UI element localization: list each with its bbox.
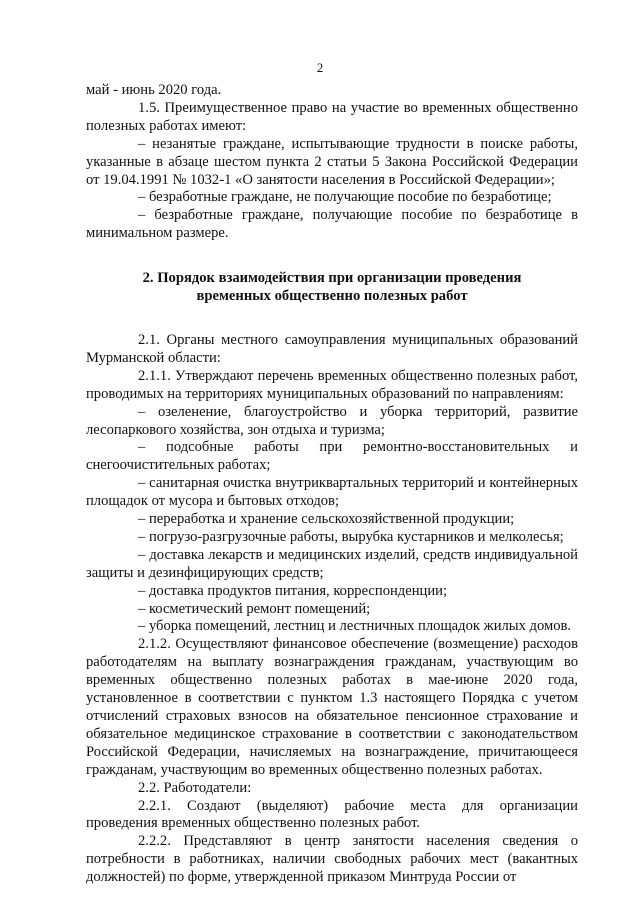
paragraph: 2.1.1. Утверждают перечень временных общественно полезных работ, проводимых на территориях муниципальных образований по направлениям: <box>86 367 578 402</box>
list-item: – озеленение, благоустройство и уборка территорий, развитие лесопаркового хозяйства, зон отдыха и туризма; <box>86 403 578 438</box>
list-item: – доставка продуктов питания, корреспонденции; <box>138 582 448 599</box>
list-item: – доставка лекарств и медицинских изделий, средств индивидуальной защиты и дезинфицирующих средств; <box>86 546 578 581</box>
list-item: – санитарная очистка внутриквартальных территорий и контейнерных площадок от мусора и бытовых отходов; <box>86 475 578 510</box>
paragraph: 2.1. Органы местного самоуправления муниципальных образований Мурманской области: <box>86 331 578 366</box>
document-body <box>86 82 578 887</box>
section-heading: 2. Порядок взаимодействия при организации проведения временных общественно полезных работ <box>142 270 522 305</box>
paragraph: 2.2. Работодатели: <box>138 779 252 796</box>
list-item: – переработка и хранение сельскохозяйственной продукции; <box>138 511 515 528</box>
paragraph: 2.1.2. Осуществляют финансовое обеспечение (возмещение) расходов работодателям на выплату вознаграждения гражданам, участвующим во временных общественно полезных работах в мае-июне 2020 года, установленное в соответствии с пунктом 1.3 настоящего Порядка с учетом отчислений страховых взносов на обязательное пенсионное страхование и обязательное медицинское страхование в соответствии с законодательством Российской Федерации, начисляемых на вознаграждение, причитающееся гражданам, участвующим во временных общественно полезных работах. <box>86 636 578 778</box>
list-item: – косметический ремонт помещений; <box>138 600 371 617</box>
list-item: – уборка помещений, лестниц и лестничных площадок жилых домов. <box>138 618 572 635</box>
list-item: – безработные граждане, получающие пособие по безработице в минимальном размере. <box>86 207 578 242</box>
paragraph: 2.2.2. Представляют в центр занятости населения сведения о потребности в работниках, наличии свободных рабочих мест (вакантных должностей) по форме, утвержденной приказом Минтруда России от <box>86 833 578 886</box>
list-item: – безработные граждане, не получающие пособие по безработице; <box>138 189 552 206</box>
list-item: – подсобные работы при ремонтно-восстановительных и снегоочистительных работах; <box>86 439 578 474</box>
list-item: – незанятые граждане, испытывающие трудности в поиске работы, указанные в абзаце шестом пункта 2 статьи 5 Закона Российской Федерации от 19.04.1991 № 1032-1 «О занятости населения в Российской Федерации»; <box>86 135 578 188</box>
paragraph: 1.5. Преимущественное право на участие во временных общественно полезных работах имеют: <box>86 99 578 134</box>
list-item: – погрузо-разгрузочные работы, вырубка кустарников и мелколесья; <box>138 528 564 545</box>
paragraph: май - июнь 2020 года. <box>86 82 222 98</box>
paragraph: 2.2.1. Создают (выделяют) рабочие места для организации проведения временных общественно полезных работ. <box>86 797 578 832</box>
page-number: 2 <box>316 60 324 75</box>
